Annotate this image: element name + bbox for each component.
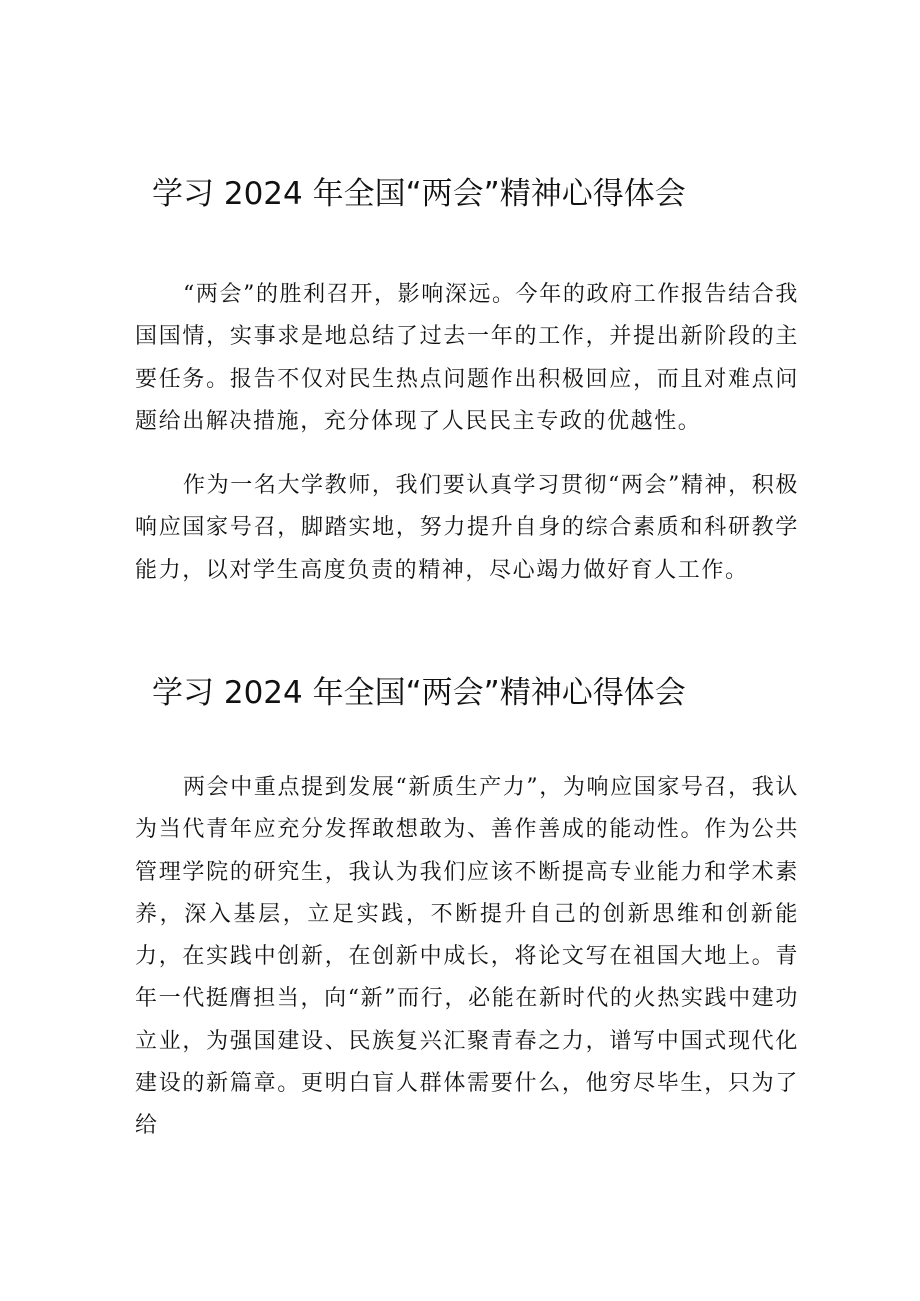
section-2-paragraph-1: 两会中重点提到发展“新质生产力”，为响应国家号召，我认为当代青年应充分发挥敢想敢为、善作善成的能动性。作为公共管理学院的研究生，我认为我们应该不断提高专业能力和学术素养，深入基层，立足实践，不断提升自己的创新思维和创新能力，在实践中创新，在创新中成长，将论文写在祖国大地上。青年一代挺膺担当，向“新”而行，必能在新时代的火热实践中建功立业，为强国建设、民族复兴汇聚青春之力，谱写中国式现代化建设的新篇章。更明白盲人群体需要什么，他穷尽毕生，只为了给	[135, 775, 799, 1139]
section-1-paragraph-1: “两会”的胜利召开，影响深远。今年的政府工作报告结合我国国情，实事求是地总结了过去一年的工作，并提出新阶段的主要任务。报告不仅对民生热点问题作出积极回应，而且对难点问题给出解决措施，充分体现了人民民主专政的优越性。	[135, 282, 799, 434]
section-2-title: 学习 2024 年全国“两会”精神心得体会	[152, 675, 686, 711]
section-1-paragraph-2: 作为一名大学教师，我们要认真学习贯彻“两会”精神，积极响应国家号召，脚踏实地，努力提升自身的综合素质和科研教学能力，以对学生高度负责的精神，尽心竭力做好育人工作。	[135, 473, 799, 583]
section-1-title: 学习 2024 年全国“两会”精神心得体会	[152, 176, 686, 212]
